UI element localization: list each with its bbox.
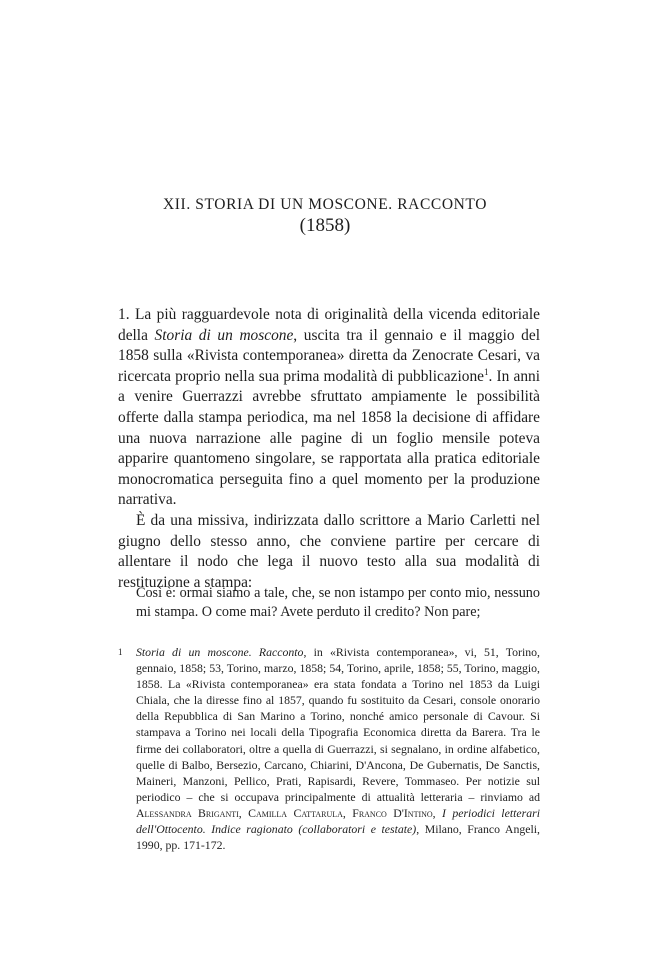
chapter-title: XII. STORIA DI UN MOSCONE. RACCONTO [163, 196, 487, 213]
paragraph-1-part-3: , uscita tra il gennaio e il maggio del 1858 sulla «Rivista contemporanea» diretta da Zenocrate Cesari, va ricercata proprio nella sua prima modalità di pubblicazione [118, 326, 540, 385]
paragraph-2: È da una missiva, indirizzata dallo scrittore a Mario Carletti nel giugno dello stesso anno, che conviene partire per cercare di allentare il nodo che lega il nuovo testo alla sua modalità di restituzione a stampa: [118, 511, 540, 591]
footnote-part-6: , Milano, Franco Angeli, 1990, pp. 171-172. [136, 822, 540, 853]
chapter-year: (1858) [299, 215, 351, 236]
paragraph-1-part-1: 1. La più ragguardevole nota di originalità della vicenda editoriale della [118, 306, 540, 344]
footnote-book-title-italic: I periodici letterari dell'Ottocento. Indice ragionato (collaboratori e testate) [136, 805, 540, 837]
book-title-italic: Storia di un moscone [154, 326, 294, 344]
footnote-mark: 1 [118, 647, 123, 657]
footnote-part-4: , [432, 805, 443, 820]
block-quote [136, 584, 540, 622]
footnote-title-italic: Storia di un moscone. Racconto [136, 645, 304, 659]
footnote-authors: Alessandra Briganti, Camilla Cattarula, Franco D'Intino [136, 805, 433, 820]
footnote-text [136, 644, 540, 853]
footnote-reference[interactable]: 1 [483, 366, 489, 377]
paragraph-1-part-4: . In anni a venire Guerrazzi avrebbe sfruttato ampiamente le possibilità offerte dalla stampa periodica, ma nel 1858 la decisione di affidare una nuova narrazione alle pagine di un foglio mensile poteva apparire quantomeno singolare, se rapportata alla pratica editoriale monocromatica perseguita fino a quel momento per la produzione narrativa. [118, 367, 540, 509]
footnote [118, 644, 540, 853]
body-text [118, 305, 540, 593]
quote-text: Così è: ormai siamo a tale, che, se non istampo per conto mio, nessuno mi stampa. O come mai? Avete perduto il credito? Non pare; [136, 585, 540, 620]
paragraph-1 [118, 305, 540, 511]
footnote-part-2: , in «Rivista contemporanea», vi, 51, Torino, gennaio, 1858; 53, Torino, marzo, 1858; 54, Torino, aprile, 1858; 55, Torino, maggio, 1858. La «Rivista contemporanea» era stata fondata a Torino nel 1853 da Luigi Chiala, che la diresse fino al 1857, quando fu sostituito da Cesari, console onorario della Repubblica di San Marino a Torino, nonché amico personale di Cavour. Si stampava a Torino nei locali della Tipografia Economica diretta da Barera. Tra le firme dei collaboratori, oltre a quella di Guerrazzi, si segnalano, in ordine alfabetico, quelle di Balbo, Bersezio, Carcano, Chiarini, D'Ancona, De Gubernatis, De Sanctis, Maineri, Manzoni, Pellico, Prati, Rapisardi, Revere, Tommaseo. Per notizie sul periodico – che si occupava principalmente di attualità letteraria – rinviamo ad [136, 645, 540, 804]
